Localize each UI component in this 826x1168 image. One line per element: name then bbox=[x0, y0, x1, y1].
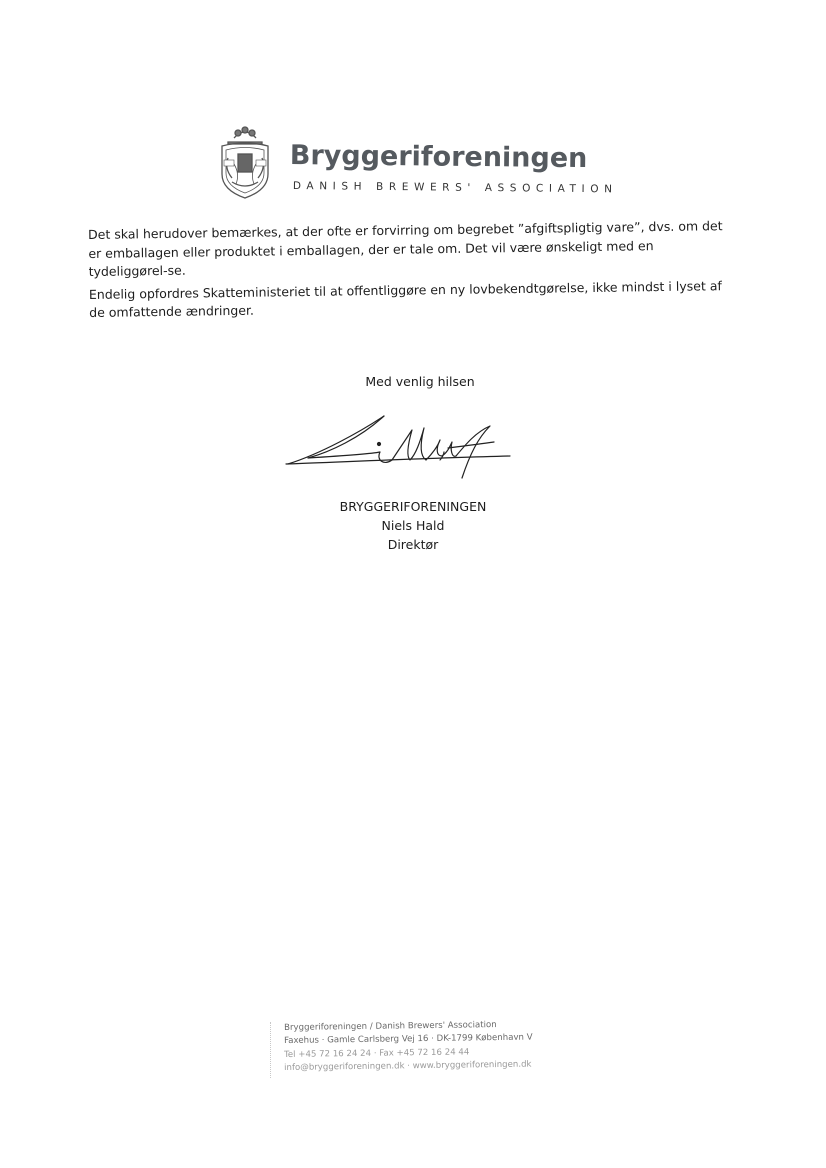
footer-line: info@bryggeriforeningen.dk · www.bryggeriforeningen.dk bbox=[284, 1059, 532, 1073]
signatory-name: Niels Hald bbox=[381, 518, 445, 533]
signature bbox=[280, 408, 530, 488]
signatory-title: Direktør bbox=[387, 537, 439, 552]
letter-footer bbox=[270, 1022, 584, 1078]
body-paragraph: Det skal herudover bemærkes, at der ofte er forvirring om begrebet ”afgiftspligtig vare”, dvs. om det er emballagen eller produktet i emballagen, der er tale om. Det vil være ønskeligt med en tydeliggørel-se. bbox=[88, 218, 723, 279]
footer-line: Faxehus · Gamle Carlsberg Vej 16 · DK-1799 København V bbox=[284, 1032, 533, 1047]
footer-line: Bryggeriforeningen / Danish Brewers' Association bbox=[284, 1020, 497, 1033]
letter-body bbox=[88, 217, 729, 326]
signatory-organization: BRYGGERIFORENINGEN bbox=[339, 499, 487, 514]
footer-line: Tel +45 72 16 24 24 · Fax +45 72 16 24 44 bbox=[284, 1047, 470, 1060]
crest-icon bbox=[214, 124, 276, 204]
brand-subtitle: DANISH BREWERS' ASSOCIATION bbox=[292, 180, 618, 196]
salutation: Med venlig hilsen bbox=[365, 374, 475, 389]
body-paragraph: Endelig opfordres Skatteministeriet til at offentliggøre en ny lovbekendtgørelse, ikke mindst i lyset af de omfattende ændringer. bbox=[88, 277, 722, 320]
brand-name: Bryggeriforeningen bbox=[289, 140, 588, 175]
